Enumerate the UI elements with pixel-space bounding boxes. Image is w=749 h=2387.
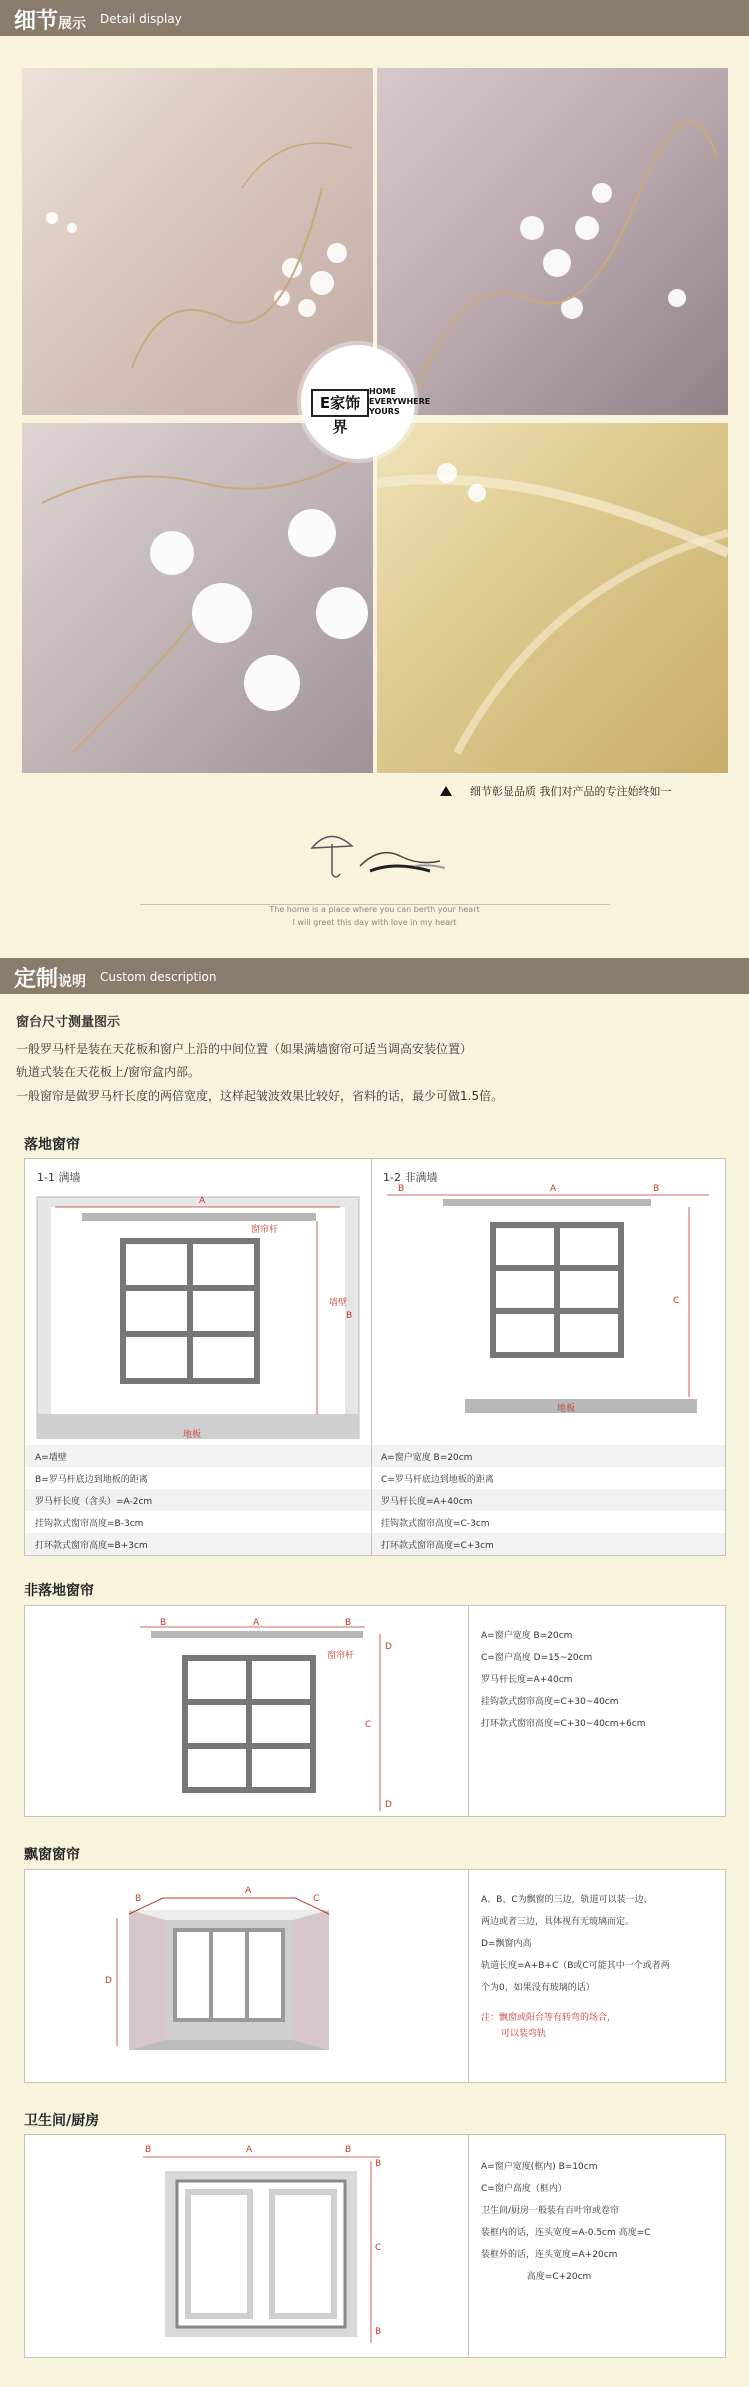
floor-label-wall: 墙壁 xyxy=(329,1298,348,1308)
bath-label-b3: B xyxy=(375,2159,382,2169)
nf-note-4: 挂钩款式窗帘高度=C+30~40cm xyxy=(481,1697,619,1707)
intro-line-3: 一般窗帘是做罗马杆长度的两倍宽度，这样起皱波效果比较好，省料的话，最少可做1.5倍。 xyxy=(16,1089,504,1103)
intro-title: 窗台尺寸测量图示 xyxy=(16,1015,121,1030)
left-row-1: A=墙壁 xyxy=(35,1453,67,1463)
custom-title: 定制说明 xyxy=(14,967,87,992)
floor-curtain-diagram xyxy=(25,1159,725,1439)
detail-photo-2 xyxy=(377,68,728,415)
full-wall-title: 1-1 满墙 xyxy=(37,1171,81,1184)
floor-label-c-right: C xyxy=(673,1296,680,1306)
detail-caption: 细节彰显品质 我们对产品的专注始终如一 xyxy=(470,785,672,798)
bath-note-1: A=窗户宽度(框内) B=10cm xyxy=(481,2162,598,2172)
nf-note-5: 打环款式窗帘高度=C+30~40cm+6cm xyxy=(481,1719,646,1729)
section-bathroom-panel xyxy=(24,2134,726,2358)
nf-label-b2: B xyxy=(345,1618,352,1628)
partial-wall-title: 1-2 非满墙 xyxy=(383,1171,438,1184)
nf-label-d2: D xyxy=(385,1800,392,1810)
brand-logo-box: E家饰界 xyxy=(311,389,369,417)
floor-label-floor-right: 地板 xyxy=(557,1404,576,1414)
nf-note-2: C=窗户高度 D=15~20cm xyxy=(481,1653,593,1663)
detail-photo-4 xyxy=(377,423,728,773)
nf-label-a: A xyxy=(253,1618,260,1628)
nf-note-3: 罗马杆长度=A+40cm xyxy=(481,1675,573,1685)
nf-label-d1: D xyxy=(385,1642,392,1652)
bath-note-6: 高度=C+20cm xyxy=(481,2272,592,2282)
bath-label-b4: B xyxy=(375,2327,382,2337)
intro-line-1: 一般罗马杆是装在天花板和窗户上沿的中间位置（如果满墙窗帘可适当调高安装位置） xyxy=(16,1042,473,1056)
section-floor-curtain-panel xyxy=(24,1158,726,1556)
nonfloor-diagram xyxy=(25,1606,468,1816)
caption-triangle-icon xyxy=(440,786,452,796)
floor-label-a-right: A xyxy=(550,1184,557,1194)
right-row-2: C=罗马杆底边到地板的距离 xyxy=(381,1475,494,1485)
left-row-2: B=罗马杆底边到地板的距离 xyxy=(35,1475,148,1485)
nf-label-rod: 窗帘杆 xyxy=(327,1651,355,1661)
right-row-4: 挂钩款式窗帘高度=C-3cm xyxy=(381,1519,490,1529)
section-bathroom-title: 卫生间/厨房 xyxy=(24,2113,100,2129)
bay-label-d: D xyxy=(105,1976,112,1986)
section-bay-window-panel xyxy=(24,1869,726,2083)
right-row-5: 打环款式窗帘高度=C+3cm xyxy=(381,1541,494,1551)
section-nonfloor-panel xyxy=(24,1605,726,1817)
bay-window-diagram xyxy=(25,1870,468,2082)
bath-label-c: C xyxy=(375,2243,382,2253)
bath-label-a: A xyxy=(246,2145,253,2155)
detail-photo-3 xyxy=(22,423,373,773)
detail-title-en: Detail display xyxy=(100,12,182,26)
bath-note-2: C=窗户高度（框内） xyxy=(481,2184,567,2194)
bath-note-3: 卫生间/厨房一般装有百叶帘或卷帘 xyxy=(481,2206,620,2216)
left-row-5: 打环款式窗帘高度=B+3cm xyxy=(35,1541,148,1551)
bay-label-c: C xyxy=(313,1894,320,1904)
floor-label-b-right1: B xyxy=(398,1184,405,1194)
left-row-3: 罗马杆长度（含头）=A-2cm xyxy=(35,1497,153,1507)
quote-line-1: The home is a place where you can berth your heart xyxy=(269,905,480,914)
detail-header xyxy=(0,0,749,36)
brand-logo xyxy=(301,345,431,459)
bath-note-4: 装框内的话，连头宽度=A-0.5cm 高度=C xyxy=(481,2228,651,2238)
nf-label-c: C xyxy=(365,1720,372,1730)
custom-header xyxy=(0,958,749,994)
bath-label-b1: B xyxy=(145,2145,152,2155)
left-row-4: 挂钩款式窗帘高度=B-3cm xyxy=(35,1519,144,1529)
floor-label-a-left: A xyxy=(199,1196,206,1206)
right-row-3: 罗马杆长度=A+40cm xyxy=(381,1497,473,1507)
bay-label-b: B xyxy=(135,1894,142,1904)
bay-note-3: D=飘窗内高 xyxy=(481,1939,532,1949)
intro-line-2: 轨道式装在天花板上/窗帘盒内部。 xyxy=(16,1065,201,1079)
bath-label-b2: B xyxy=(345,2145,352,2155)
section-nonfloor-title: 非落地窗帘 xyxy=(24,1583,94,1599)
umbrella-illustration xyxy=(300,826,460,896)
quote-line-2: I will greet this day with love in my heart xyxy=(292,918,457,927)
detail-title: 细节展示 xyxy=(14,9,87,34)
floor-label-b-left: B xyxy=(346,1311,353,1321)
floor-label-b-right2: B xyxy=(653,1184,660,1194)
section-bay-window-title: 飘窗窗帘 xyxy=(24,1847,80,1863)
bay-note-2: 两边或者三边，具体视有无玻璃而定。 xyxy=(481,1917,635,1927)
nf-label-b1: B xyxy=(160,1618,167,1628)
bath-note-5: 装框外的话，连头宽度=A+20cm xyxy=(481,2250,618,2260)
bay-warning-1: 注：飘窗或阳台等有转弯的场合， xyxy=(481,2013,617,2023)
section-floor-curtain-title: 落地窗帘 xyxy=(24,1137,80,1153)
bay-warning-2: 可以装弯轨 xyxy=(501,2029,547,2039)
custom-title-en: Custom description xyxy=(100,970,217,984)
floor-label-rod-left: 窗帘杆 xyxy=(251,1225,279,1235)
nf-note-1: A=窗户宽度 B=20cm xyxy=(481,1631,573,1641)
brand-logo-text: HOME EVERYWHERE YOURS xyxy=(369,387,431,416)
bay-note-1: A、B、C为飘窗的三边，轨道可以装一边、 xyxy=(481,1895,653,1905)
floor-label-floor-left: 地板 xyxy=(183,1430,202,1440)
bay-label-a: A xyxy=(245,1886,252,1896)
bathroom-diagram xyxy=(25,2135,468,2357)
bay-note-4: 轨道长度=A+B+C（B或C可能其中一个或者两 xyxy=(481,1961,670,1971)
right-row-1: A=窗户宽度 B=20cm xyxy=(381,1453,473,1463)
bay-note-5: 个为0，如果没有玻璃的话） xyxy=(481,1983,595,1993)
